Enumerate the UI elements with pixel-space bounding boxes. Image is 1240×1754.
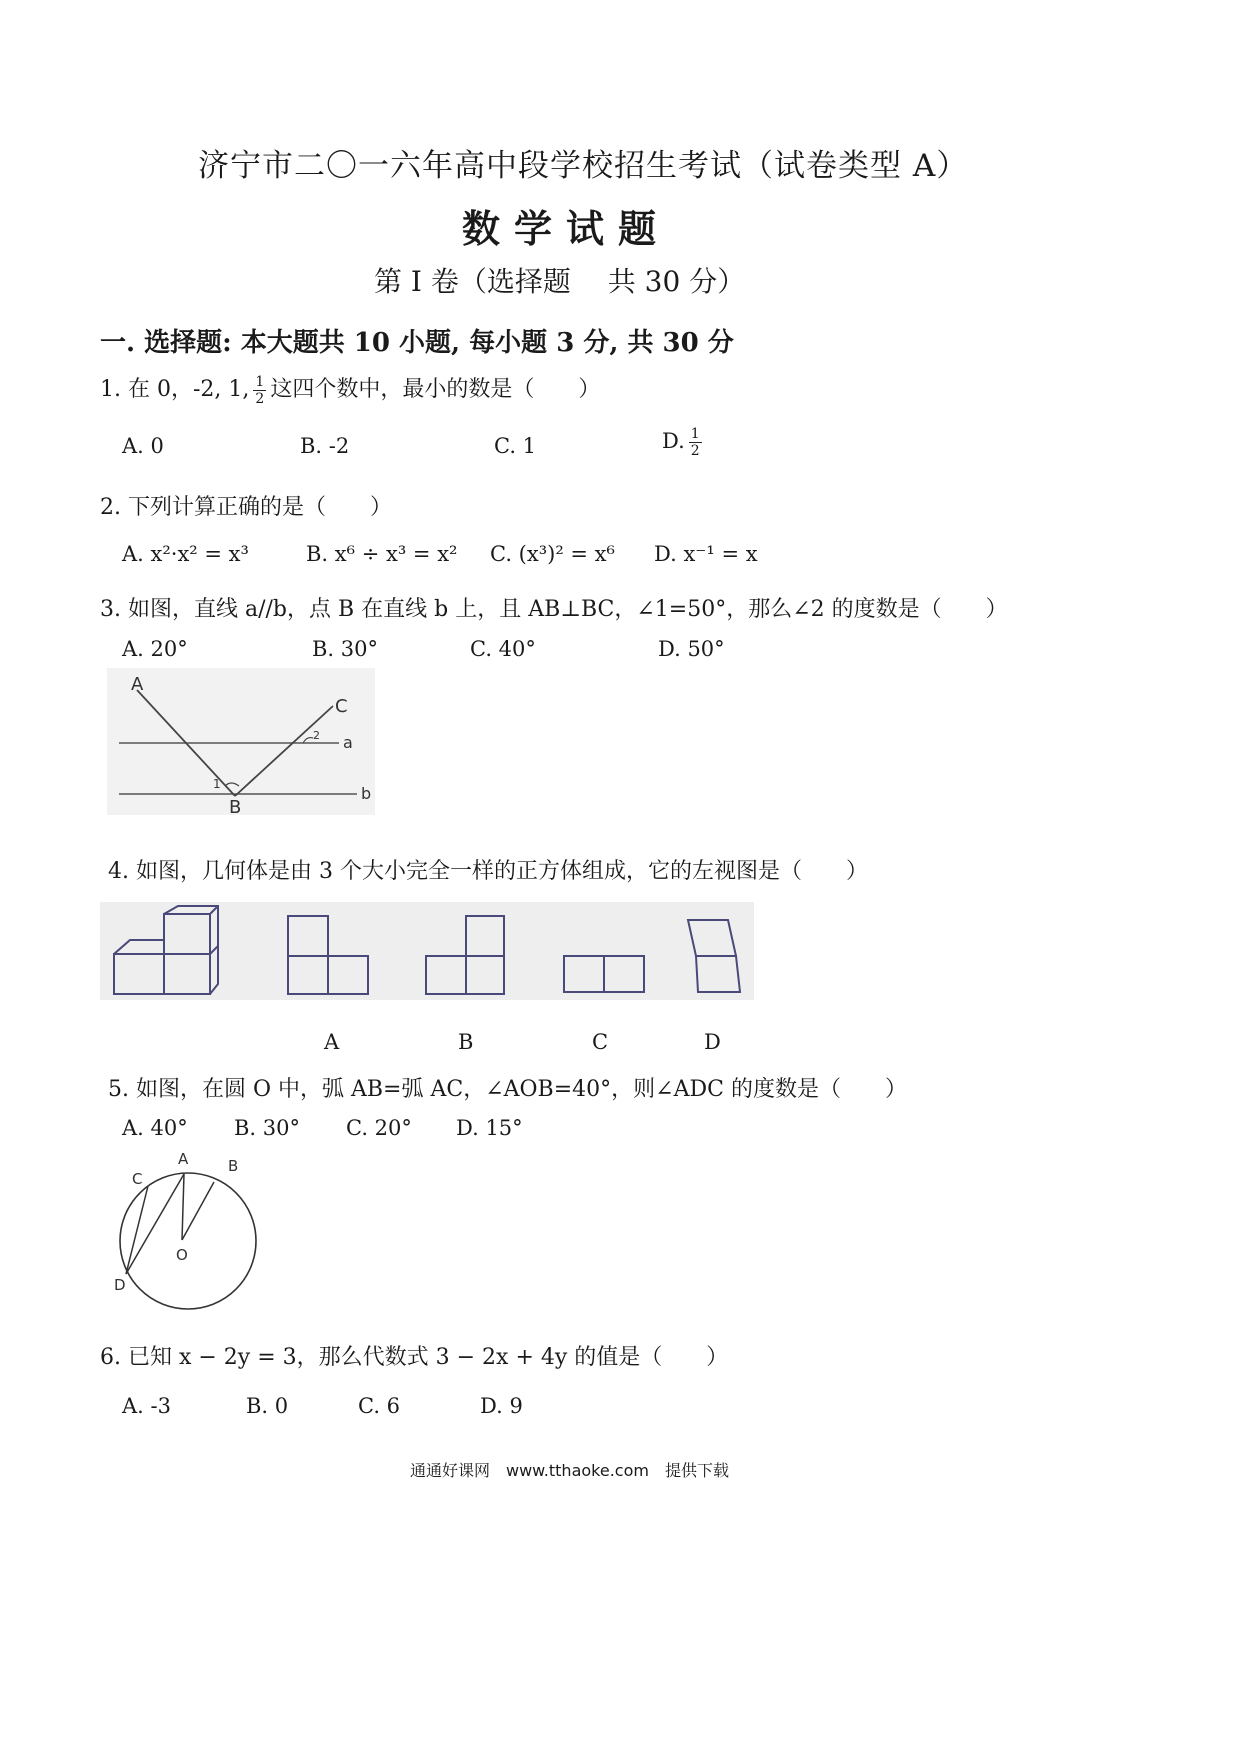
q1-optd-frac-den: 2 [690, 443, 700, 459]
q4-option-b: B [458, 1030, 474, 1054]
label-C: C [132, 1170, 143, 1188]
label-A: A [131, 674, 144, 695]
q1-option-d-fraction [689, 426, 702, 459]
label-A: A [178, 1150, 189, 1168]
label-B: B [229, 797, 242, 815]
part-heading: 第 I 卷（选择题 共 30 分） [374, 265, 746, 298]
subject-title: 数学试题 [462, 206, 671, 251]
q1-option-b: B. -2 [300, 434, 350, 458]
label-C: C [335, 696, 348, 717]
question-2-stem: 2. 下列计算正确的是（ ） [100, 495, 392, 520]
section-heading: 一. 选择题: 本大题共 10 小题, 每小题 3 分, 共 30 分 [100, 328, 734, 358]
q4-option-d: D [704, 1030, 721, 1054]
q2-option-d: D. x⁻¹ = x [654, 542, 758, 566]
q1-option-d-label: D. [662, 429, 685, 453]
page-footer: 通通好课网 www.tthaoke.com 提供下载 [410, 1461, 729, 1480]
q2-option-c: C. (x³)² = x⁶ [490, 542, 615, 566]
q3-option-d: D. 50° [658, 637, 725, 661]
q1-option-c: C. 1 [494, 434, 537, 458]
q1-option-a: A. 0 [122, 434, 164, 458]
q4-option-c: C [592, 1030, 609, 1054]
q1-frac-num: 1 [255, 373, 265, 390]
q3-figure [107, 668, 375, 815]
q3-option-b: B. 30° [312, 637, 379, 661]
q5-option-b: B. 30° [234, 1116, 301, 1140]
q5-option-c: C. 20° [346, 1116, 412, 1140]
circle-o [120, 1173, 256, 1309]
q5-option-a: A. 40° [122, 1116, 188, 1140]
question-1-stem [100, 372, 600, 407]
q2-option-b: B. x⁶ ÷ x³ = x² [306, 542, 458, 566]
q6-option-a: A. -3 [122, 1394, 171, 1418]
question-6-stem: 6. 已知 x − 2y = 3，那么代数式 3 − 2x + 4y 的值是（ ） [100, 1345, 729, 1370]
q5-option-d: D. 15° [456, 1116, 523, 1140]
q3-figure-background [107, 668, 375, 815]
q3-option-a: A. 20° [122, 637, 188, 661]
exam-title: 济宁市二〇一六年高中段学校招生考试（试卷类型 A） [198, 148, 969, 184]
label-B: B [228, 1157, 239, 1175]
q1-frac-den: 2 [255, 390, 265, 407]
label-D: D [114, 1276, 126, 1294]
q1-stem-text: 1. 在 0，-2, 1, [100, 377, 250, 402]
question-4-stem: 4. 如图，几何体是由 3 个大小完全一样的正方体组成，它的左视图是（ ） [108, 859, 868, 884]
q6-option-b: B. 0 [246, 1394, 289, 1418]
label-a: a [343, 733, 353, 752]
q6-option-c: C. 6 [358, 1394, 401, 1418]
q2-option-a: A. x²·x² = x³ [122, 542, 249, 566]
q4-option-a: A [324, 1030, 340, 1054]
q1-optd-frac-num: 1 [690, 426, 700, 442]
question-3-stem: 3. 如图，直线 a//b，点 B 在直线 b 上，且 AB⊥BC，∠1=50°，那么∠2 的度数是（ ） [100, 597, 1008, 622]
q1-option-d [662, 426, 706, 459]
q6-option-d: D. 9 [480, 1394, 523, 1418]
label-angle-1: 1 [213, 777, 221, 791]
segment-oa [182, 1174, 184, 1240]
segment-dc [126, 1186, 148, 1274]
q3-option-c: C. 40° [470, 637, 536, 661]
q1-fraction [253, 374, 266, 407]
question-5-stem: 5. 如图，在圆 O 中，弧 AB=弧 AC，∠AOB=40°，则∠ADC 的度数是（ ） [108, 1077, 907, 1102]
label-b: b [361, 784, 372, 803]
q5-figure [110, 1146, 270, 1316]
q4-figure [100, 902, 754, 1000]
label-O: O [176, 1246, 188, 1264]
label-angle-2: 2 [313, 729, 320, 742]
q1-stem-tail: 这四个数中，最小的数是（ ） [270, 377, 601, 402]
segment-ob [182, 1182, 214, 1240]
